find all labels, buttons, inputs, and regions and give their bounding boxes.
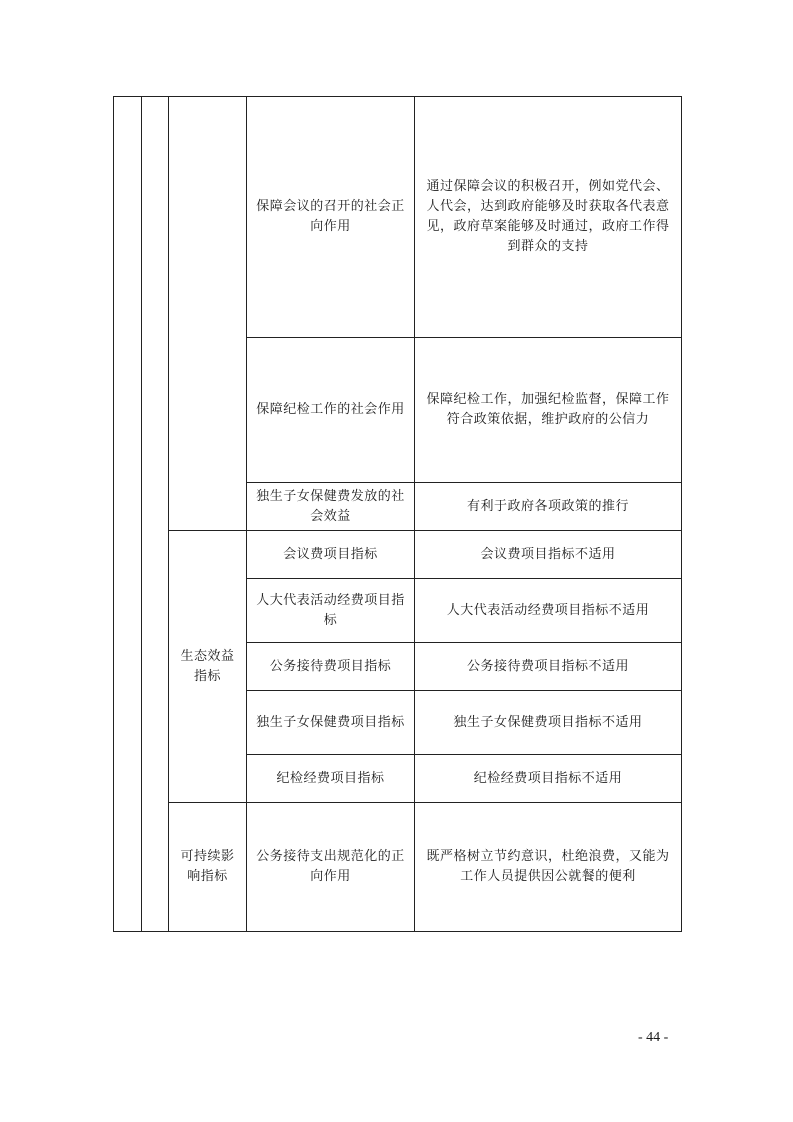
table-row — [114, 97, 682, 338]
page-number: - 44 - — [638, 1030, 669, 1045]
table-row — [114, 803, 682, 932]
indicator-value-cell: 纪检经费项目指标不适用 — [415, 755, 682, 803]
indicator-value-cell: 独生子女保健费项目指标不适用 — [415, 691, 682, 755]
indicator-cell: 保障纪检工作的社会作用 — [247, 338, 415, 483]
indicator-cell: 公务接待费项目指标 — [247, 643, 415, 691]
indicator-cell: 会议费项目指标 — [247, 531, 415, 579]
social-benefit-category-cell — [169, 97, 247, 531]
performance-indicator-table — [113, 96, 682, 932]
indicator-cell: 纪检经费项目指标 — [247, 755, 415, 803]
level2-column-cell — [142, 97, 169, 932]
indicator-cell: 保障会议的召开的社会正向作用 — [247, 97, 415, 338]
category-cell: 生态效益指标 — [169, 531, 247, 803]
indicator-cell: 独生子女保健费项目指标 — [247, 691, 415, 755]
indicator-value-cell: 既严格树立节约意识，杜绝浪费，又能为工作人员提供因公就餐的便利 — [415, 803, 682, 932]
indicator-cell: 独生子女保健费发放的社会效益 — [247, 483, 415, 531]
indicator-value-cell: 会议费项目指标不适用 — [415, 531, 682, 579]
indicator-value-cell: 有利于政府各项政策的推行 — [415, 483, 682, 531]
indicator-value-cell: 公务接待费项目指标不适用 — [415, 643, 682, 691]
indicator-cell: 人大代表活动经费项目指标 — [247, 579, 415, 643]
indicator-value-cell: 人大代表活动经费项目指标不适用 — [415, 579, 682, 643]
indicator-value-cell: 保障纪检工作，加强纪检监督，保障工作符合政策依据，维护政府的公信力 — [415, 338, 682, 483]
table-row — [114, 531, 682, 579]
indicator-value-cell: 通过保障会议的积极召开，例如党代会、人代会，达到政府能够及时获取各代表意见，政府草案能够及时通过，政府工作得到群众的支持 — [415, 97, 682, 338]
level1-column-cell — [114, 97, 142, 932]
category-cell: 可持续影响指标 — [169, 803, 247, 932]
indicator-cell: 公务接待支出规范化的正向作用 — [247, 803, 415, 932]
